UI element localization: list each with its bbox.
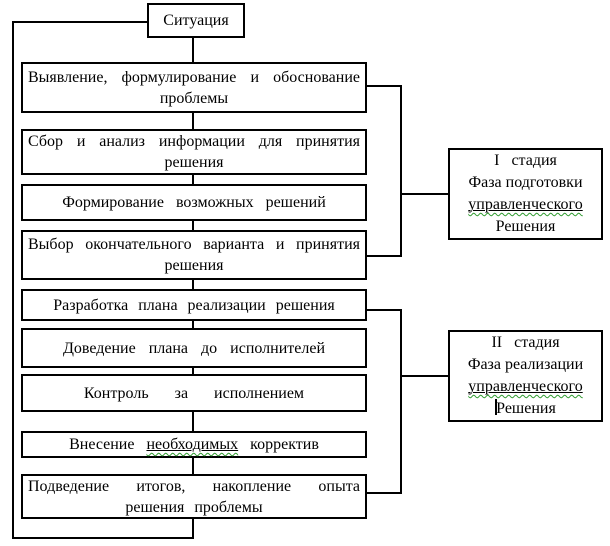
bracket1-vertical <box>400 85 402 257</box>
stage-box-2[interactable] <box>448 330 603 422</box>
flow-step-8-label <box>23 434 365 455</box>
connector-step8-step9 <box>192 458 194 474</box>
stage1-line1: I стадия <box>494 152 557 169</box>
flow-step-3-label: Формирование возможных решений <box>62 194 326 211</box>
feedback-line-top <box>12 21 149 23</box>
connector-step2-step3 <box>192 175 194 184</box>
bracket1-stagebox-connector <box>402 193 448 195</box>
flow-step-7[interactable] <box>21 374 367 412</box>
flow-step-7-label: Контроль за исполнением <box>83 384 305 402</box>
stage1-line4: Решения <box>495 218 556 235</box>
flow-step-5[interactable] <box>21 289 367 321</box>
stage1-line2: Фаза подготовки <box>468 174 583 191</box>
flow-step-9-label: Подведение итогов, накопление опыта решения проблемы <box>28 477 360 516</box>
flow-step-4-label: Выбор окончательного варианта и принятия решения <box>28 236 360 274</box>
flow-step-8-underlined-word: необходимых <box>146 436 239 453</box>
bracket2-stagebox-connector <box>402 375 448 377</box>
feedback-line-step9 <box>192 519 194 539</box>
situation-box[interactable] <box>147 3 245 38</box>
flow-step-1[interactable] <box>21 62 367 113</box>
stage-box-1[interactable] <box>448 148 603 240</box>
connector-step1-step2 <box>192 113 194 129</box>
connector-step5-step6 <box>192 321 194 328</box>
stage2-line1: II стадия <box>491 334 560 351</box>
bracket1-step4-stub <box>367 255 402 257</box>
stage2-line4: Решения <box>496 400 556 417</box>
connector-step4-step5 <box>192 280 194 289</box>
connector-step3-step4 <box>192 221 194 230</box>
bracket2-step9-stub <box>367 492 402 494</box>
flow-step-2-label: Сбор и анализ информации для принятия решения <box>28 133 360 171</box>
stage1-line3-underlined: управленческого <box>468 196 583 213</box>
flow-step-8[interactable] <box>21 431 367 458</box>
flow-step-9[interactable] <box>21 474 367 519</box>
feedback-line-left <box>12 21 14 539</box>
connector-step7-step8 <box>192 412 194 431</box>
flow-step-6-label: Доведение плана до исполнителей <box>62 339 326 357</box>
stage2-line2: Фаза реализации <box>467 356 584 373</box>
flow-step-8-prefix: Внесение <box>69 436 135 453</box>
flow-step-2[interactable] <box>21 129 367 175</box>
bracket2-vertical <box>400 309 402 494</box>
flow-step-6[interactable] <box>21 328 367 368</box>
connector-situation-step1 <box>192 38 194 62</box>
situation-label: Ситуация <box>163 12 229 29</box>
stage2-line3-underlined: управленческого <box>468 378 583 395</box>
flow-step-3[interactable] <box>21 184 367 221</box>
flow-step-4[interactable] <box>21 230 367 280</box>
flow-step-8-suffix: корректив <box>250 436 319 453</box>
bracket2-step5-stub <box>367 309 402 311</box>
flow-step-5-label: Разработка плана реализации решения <box>53 296 335 314</box>
bracket1-step1-stub <box>367 85 402 87</box>
flow-step-1-label: Выявление, формулирование и обоснование проблемы <box>28 68 360 107</box>
feedback-line-bottom <box>12 537 194 539</box>
